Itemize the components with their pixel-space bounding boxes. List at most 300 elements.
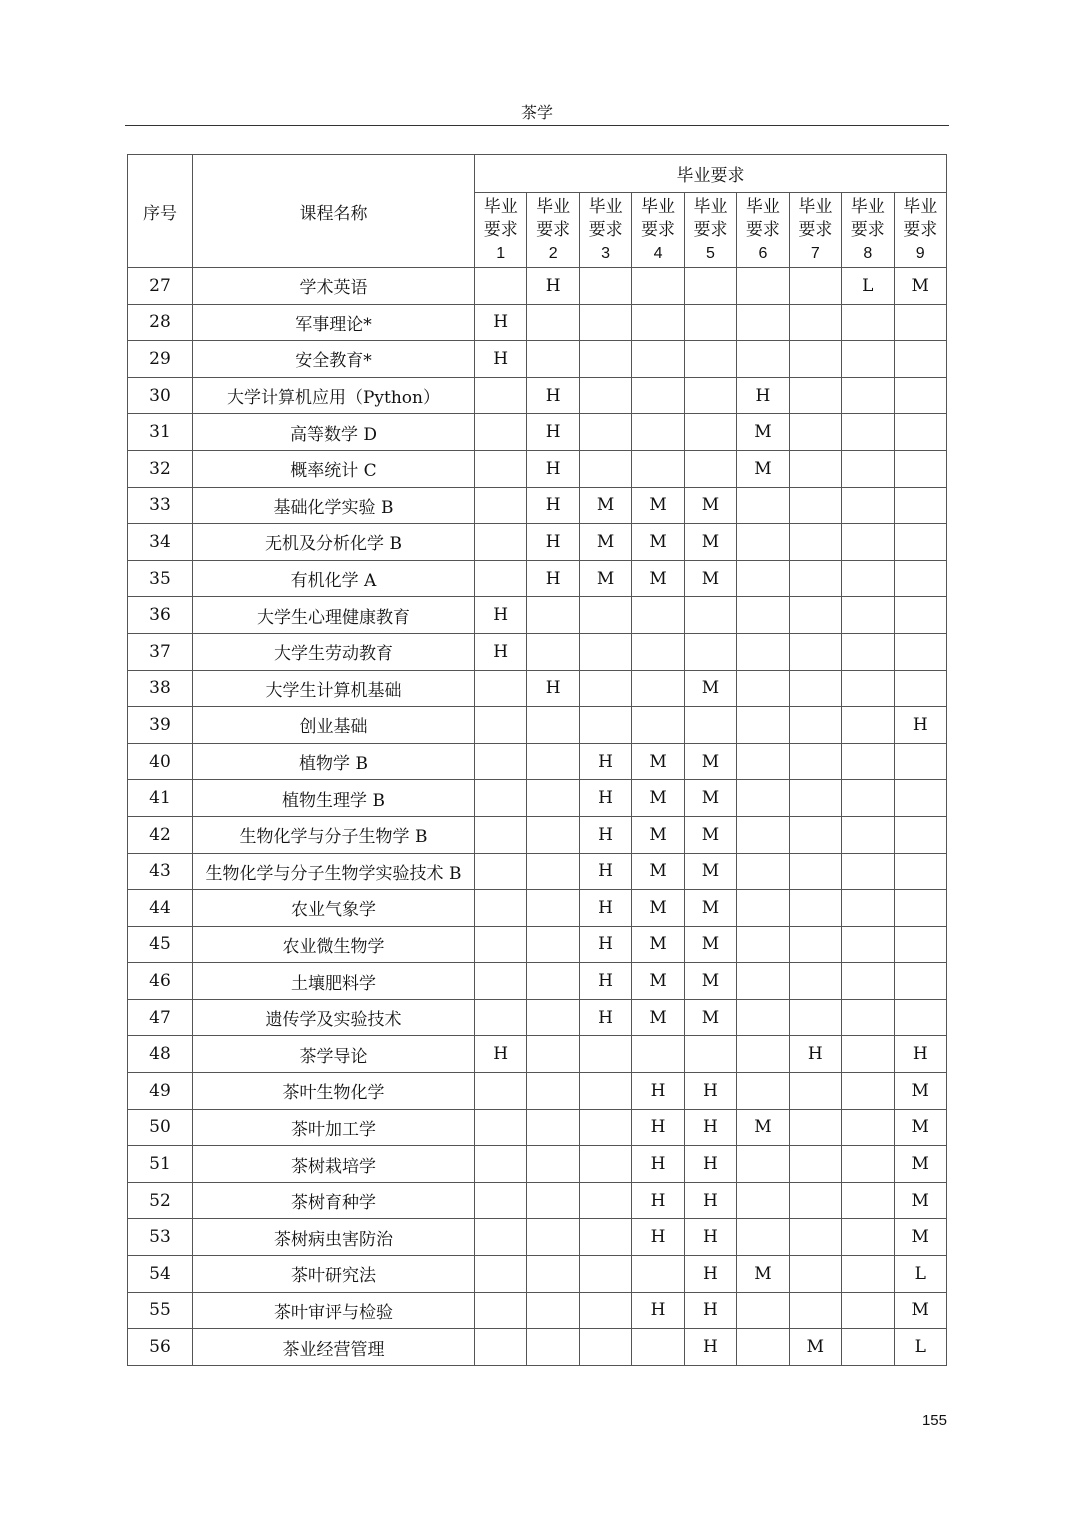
requirement-4-support-cell: M (632, 524, 684, 561)
row-course-name: 创业基础 (193, 707, 475, 744)
requirement-3-support-cell (579, 1292, 631, 1329)
requirement-header-line1: 毕业 (693, 196, 728, 217)
col-header-requirement-8 (842, 193, 894, 268)
requirement-3-support-cell (579, 1256, 631, 1293)
requirement-9-support-cell (894, 377, 947, 414)
col-header-requirement-3 (579, 193, 631, 268)
requirement-1-support-cell (475, 1182, 527, 1219)
row-seq-number: 36 (128, 597, 193, 634)
requirement-9-support-cell (894, 450, 947, 487)
requirement-5-support-cell: H (684, 1109, 736, 1146)
requirement-2-support-cell: H (527, 670, 579, 707)
row-course-name: 茶业经营管理 (193, 1329, 475, 1366)
table-row (128, 926, 947, 963)
table-row (128, 1219, 947, 1256)
requirement-5-support-cell (684, 304, 736, 341)
row-seq-number: 48 (128, 1036, 193, 1073)
table-row (128, 1256, 947, 1293)
requirement-9-support-cell (894, 487, 947, 524)
requirement-header-line1: 毕业 (483, 196, 518, 217)
requirement-7-support-cell (789, 560, 841, 597)
requirement-4-support-cell: M (632, 890, 684, 927)
row-seq-number: 39 (128, 707, 193, 744)
requirement-header-line2: 要求 (588, 219, 623, 240)
requirement-2-support-cell: H (527, 560, 579, 597)
requirement-7-support-cell: H (789, 1036, 841, 1073)
requirement-8-support-cell (842, 670, 894, 707)
requirement-header-line2: 要求 (850, 219, 885, 240)
requirement-8-support-cell (842, 707, 894, 744)
row-seq-number: 50 (128, 1109, 193, 1146)
table-header-row-top (128, 155, 947, 193)
row-seq-number: 28 (128, 304, 193, 341)
requirement-6-support-cell (737, 1329, 789, 1366)
requirement-5-support-cell: M (684, 890, 736, 927)
table-row (128, 377, 947, 414)
requirement-header-number: 2 (548, 244, 558, 262)
requirement-6-support-cell: M (737, 1109, 789, 1146)
requirement-3-support-cell (579, 1073, 631, 1110)
requirement-1-support-cell (475, 963, 527, 1000)
row-seq-number: 37 (128, 633, 193, 670)
requirement-3-support-cell: H (579, 743, 631, 780)
requirement-6-support-cell (737, 853, 789, 890)
requirement-header-line2: 要求 (798, 219, 833, 240)
table-row (128, 1182, 947, 1219)
requirement-5-support-cell: M (684, 560, 736, 597)
requirement-7-support-cell (789, 633, 841, 670)
requirement-4-support-cell: H (632, 1109, 684, 1146)
row-course-name: 概率统计 C (193, 450, 475, 487)
row-course-name: 大学计算机应用（Python） (193, 377, 475, 414)
row-seq-number: 49 (128, 1073, 193, 1110)
requirement-4-support-cell (632, 304, 684, 341)
requirement-1-support-cell (475, 1292, 527, 1329)
requirement-9-support-cell (894, 670, 947, 707)
table-row (128, 1073, 947, 1110)
row-course-name: 茶树病虫害防治 (193, 1219, 475, 1256)
requirement-9-support-cell (894, 926, 947, 963)
requirement-9-support-cell (894, 963, 947, 1000)
requirement-2-support-cell: H (527, 268, 579, 305)
requirement-header-line2: 要求 (483, 219, 518, 240)
requirement-1-support-cell (475, 816, 527, 853)
row-course-name: 无机及分析化学 B (193, 524, 475, 561)
row-seq-number: 55 (128, 1292, 193, 1329)
graduation-requirement-matrix (127, 154, 947, 1366)
requirement-1-support-cell (475, 670, 527, 707)
row-course-name: 遗传学及实验技术 (193, 999, 475, 1036)
requirement-7-support-cell (789, 743, 841, 780)
requirement-7-support-cell (789, 926, 841, 963)
requirement-2-support-cell (527, 890, 579, 927)
requirement-3-support-cell (579, 341, 631, 378)
requirement-1-support-cell: H (475, 597, 527, 634)
requirement-6-support-cell (737, 304, 789, 341)
requirement-4-support-cell (632, 597, 684, 634)
requirement-header-line1: 毕业 (798, 196, 833, 217)
requirement-4-support-cell (632, 707, 684, 744)
requirement-6-support-cell (737, 743, 789, 780)
requirement-9-support-cell: M (894, 1292, 947, 1329)
requirement-header-number: 4 (653, 244, 663, 262)
table-row (128, 890, 947, 927)
row-course-name: 茶树栽培学 (193, 1146, 475, 1183)
row-seq-number: 32 (128, 450, 193, 487)
row-course-name: 茶叶审评与检验 (193, 1292, 475, 1329)
requirement-header-line2: 要求 (536, 219, 571, 240)
col-header-requirement-5 (684, 193, 736, 268)
requirement-2-support-cell (527, 743, 579, 780)
requirement-9-support-cell (894, 890, 947, 927)
row-seq-number: 45 (128, 926, 193, 963)
requirement-2-support-cell (527, 926, 579, 963)
requirement-8-support-cell (842, 1219, 894, 1256)
requirement-8-support-cell (842, 304, 894, 341)
table-row (128, 1146, 947, 1183)
requirement-8-support-cell (842, 633, 894, 670)
requirement-2-support-cell (527, 1292, 579, 1329)
requirement-header-number: 7 (810, 244, 820, 262)
requirement-header-line1: 毕业 (536, 196, 571, 217)
requirement-3-support-cell (579, 414, 631, 451)
row-course-name: 土壤肥料学 (193, 963, 475, 1000)
requirement-4-support-cell (632, 1036, 684, 1073)
requirement-8-support-cell (842, 524, 894, 561)
requirement-8-support-cell (842, 816, 894, 853)
requirement-3-support-cell: H (579, 926, 631, 963)
table-row (128, 853, 947, 890)
table-row (128, 963, 947, 1000)
requirement-1-support-cell (475, 743, 527, 780)
requirement-7-support-cell (789, 999, 841, 1036)
requirement-1-support-cell (475, 780, 527, 817)
requirement-8-support-cell (842, 1256, 894, 1293)
table-row (128, 524, 947, 561)
requirement-2-support-cell: H (527, 524, 579, 561)
requirement-7-support-cell (789, 707, 841, 744)
requirement-8-support-cell (842, 1182, 894, 1219)
requirement-4-support-cell (632, 377, 684, 414)
requirement-6-support-cell (737, 707, 789, 744)
running-head: 茶学 (520, 103, 553, 122)
requirement-header-number: 1 (496, 244, 506, 262)
requirement-header-line2: 要求 (745, 219, 780, 240)
requirement-1-support-cell (475, 999, 527, 1036)
requirement-9-support-cell: H (894, 707, 947, 744)
table-row (128, 816, 947, 853)
requirement-9-support-cell: H (894, 1036, 947, 1073)
table-row (128, 414, 947, 451)
requirement-1-support-cell (475, 487, 527, 524)
table-row (128, 780, 947, 817)
requirement-6-support-cell (737, 524, 789, 561)
requirement-8-support-cell (842, 853, 894, 890)
requirement-3-support-cell (579, 377, 631, 414)
row-course-name: 大学生心理健康教育 (193, 597, 475, 634)
requirement-header-line2: 要求 (641, 219, 676, 240)
requirement-8-support-cell (842, 926, 894, 963)
requirement-header-number: 6 (758, 244, 768, 262)
requirement-5-support-cell (684, 707, 736, 744)
requirement-9-support-cell (894, 304, 947, 341)
requirement-4-support-cell (632, 633, 684, 670)
row-course-name: 茶叶研究法 (193, 1256, 475, 1293)
row-seq-number: 35 (128, 560, 193, 597)
requirement-1-support-cell (475, 1219, 527, 1256)
requirement-5-support-cell: H (684, 1329, 736, 1366)
requirement-4-support-cell: H (632, 1073, 684, 1110)
table-row (128, 999, 947, 1036)
requirement-9-support-cell: M (894, 268, 947, 305)
requirement-3-support-cell (579, 1036, 631, 1073)
requirement-4-support-cell: M (632, 780, 684, 817)
requirement-5-support-cell: M (684, 670, 736, 707)
requirement-8-support-cell (842, 1146, 894, 1183)
requirement-2-support-cell (527, 341, 579, 378)
requirement-3-support-cell: H (579, 999, 631, 1036)
col-header-requirement-9 (894, 193, 947, 268)
row-course-name: 高等数学 D (193, 414, 475, 451)
requirement-6-support-cell: H (737, 377, 789, 414)
requirement-2-support-cell (527, 1256, 579, 1293)
requirement-3-support-cell (579, 268, 631, 305)
col-header-requirement-2 (527, 193, 579, 268)
row-course-name: 基础化学实验 B (193, 487, 475, 524)
requirement-3-support-cell (579, 597, 631, 634)
requirement-7-support-cell (789, 414, 841, 451)
requirement-3-support-cell (579, 450, 631, 487)
requirement-3-support-cell: M (579, 560, 631, 597)
requirement-2-support-cell (527, 304, 579, 341)
table-body (128, 268, 947, 1366)
requirement-5-support-cell: H (684, 1292, 736, 1329)
row-seq-number: 34 (128, 524, 193, 561)
requirement-2-support-cell (527, 1036, 579, 1073)
requirement-5-support-cell: M (684, 487, 736, 524)
row-seq-number: 30 (128, 377, 193, 414)
requirement-4-support-cell: H (632, 1219, 684, 1256)
row-course-name: 安全教育* (193, 341, 475, 378)
requirement-5-support-cell: M (684, 926, 736, 963)
requirement-8-support-cell (842, 963, 894, 1000)
row-course-name: 农业微生物学 (193, 926, 475, 963)
requirement-4-support-cell (632, 1256, 684, 1293)
requirement-7-support-cell (789, 1109, 841, 1146)
row-seq-number: 29 (128, 341, 193, 378)
requirement-1-support-cell: H (475, 1036, 527, 1073)
row-course-name: 大学生劳动教育 (193, 633, 475, 670)
requirement-3-support-cell: H (579, 890, 631, 927)
requirement-5-support-cell: M (684, 524, 736, 561)
col-header-course-name: 课程名称 (193, 155, 475, 268)
requirement-7-support-cell (789, 597, 841, 634)
table-row (128, 560, 947, 597)
requirement-8-support-cell (842, 1036, 894, 1073)
requirement-6-support-cell (737, 963, 789, 1000)
requirement-4-support-cell: M (632, 560, 684, 597)
row-course-name: 植物学 B (193, 743, 475, 780)
table-row (128, 597, 947, 634)
requirement-1-support-cell (475, 1109, 527, 1146)
requirement-5-support-cell: M (684, 816, 736, 853)
requirement-6-support-cell (737, 597, 789, 634)
requirement-1-support-cell (475, 1073, 527, 1110)
requirement-1-support-cell (475, 414, 527, 451)
requirement-3-support-cell: H (579, 853, 631, 890)
requirement-header-number: 3 (601, 244, 611, 262)
requirement-4-support-cell: H (632, 1182, 684, 1219)
requirement-8-support-cell (842, 487, 894, 524)
requirement-1-support-cell (475, 890, 527, 927)
requirement-8-support-cell (842, 377, 894, 414)
requirement-1-support-cell (475, 1329, 527, 1366)
row-course-name: 茶树育种学 (193, 1182, 475, 1219)
col-header-seq: 序号 (128, 155, 193, 268)
requirement-3-support-cell (579, 1182, 631, 1219)
requirement-9-support-cell: L (894, 1329, 947, 1366)
requirement-5-support-cell: H (684, 1146, 736, 1183)
requirement-7-support-cell (789, 450, 841, 487)
requirement-1-support-cell (475, 268, 527, 305)
requirement-9-support-cell (894, 853, 947, 890)
requirement-2-support-cell: H (527, 414, 579, 451)
requirement-8-support-cell (842, 450, 894, 487)
requirement-2-support-cell (527, 816, 579, 853)
requirement-6-support-cell (737, 1219, 789, 1256)
requirement-2-support-cell (527, 1182, 579, 1219)
requirement-8-support-cell (842, 560, 894, 597)
requirement-4-support-cell (632, 450, 684, 487)
requirement-7-support-cell (789, 853, 841, 890)
requirement-9-support-cell (894, 743, 947, 780)
row-seq-number: 51 (128, 1146, 193, 1183)
requirement-7-support-cell (789, 1073, 841, 1110)
table-header (128, 155, 947, 268)
row-course-name: 有机化学 A (193, 560, 475, 597)
requirement-7-support-cell (789, 268, 841, 305)
requirement-7-support-cell (789, 890, 841, 927)
table-row (128, 1292, 947, 1329)
requirement-7-support-cell (789, 1146, 841, 1183)
requirement-6-support-cell (737, 816, 789, 853)
table-row (128, 1329, 947, 1366)
requirement-7-support-cell (789, 963, 841, 1000)
row-course-name: 生物化学与分子生物学 B (193, 816, 475, 853)
requirement-6-support-cell: M (737, 1256, 789, 1293)
requirement-1-support-cell (475, 853, 527, 890)
row-course-name: 生物化学与分子生物学实验技术 B (193, 853, 475, 890)
requirement-2-support-cell (527, 707, 579, 744)
requirement-3-support-cell: H (579, 816, 631, 853)
table-row (128, 1036, 947, 1073)
requirement-9-support-cell (894, 780, 947, 817)
requirement-5-support-cell: H (684, 1182, 736, 1219)
requirement-4-support-cell: M (632, 999, 684, 1036)
requirement-4-support-cell: M (632, 853, 684, 890)
requirement-header-number: 9 (915, 244, 925, 262)
requirement-2-support-cell (527, 963, 579, 1000)
col-header-requirements-group: 毕业要求 (475, 155, 947, 193)
table-row (128, 487, 947, 524)
requirement-8-support-cell (842, 890, 894, 927)
col-header-requirement-4 (632, 193, 684, 268)
requirement-3-support-cell: M (579, 487, 631, 524)
requirement-5-support-cell: H (684, 1219, 736, 1256)
requirement-3-support-cell: M (579, 524, 631, 561)
requirement-4-support-cell: M (632, 963, 684, 1000)
requirement-2-support-cell (527, 999, 579, 1036)
requirement-header-line1: 毕业 (745, 196, 780, 217)
requirement-header-line1: 毕业 (641, 196, 676, 217)
requirement-7-support-cell (789, 780, 841, 817)
row-course-name: 军事理论* (193, 304, 475, 341)
requirement-2-support-cell (527, 1146, 579, 1183)
row-seq-number: 40 (128, 743, 193, 780)
requirement-5-support-cell: H (684, 1256, 736, 1293)
row-seq-number: 52 (128, 1182, 193, 1219)
requirement-8-support-cell (842, 780, 894, 817)
requirement-2-support-cell (527, 780, 579, 817)
row-seq-number: 53 (128, 1219, 193, 1256)
requirement-6-support-cell (737, 999, 789, 1036)
page-number: 155 (921, 1412, 947, 1429)
row-seq-number: 38 (128, 670, 193, 707)
requirement-6-support-cell (737, 1146, 789, 1183)
row-seq-number: 46 (128, 963, 193, 1000)
requirement-9-support-cell (894, 560, 947, 597)
requirement-8-support-cell (842, 341, 894, 378)
requirement-6-support-cell (737, 1292, 789, 1329)
row-course-name: 茶叶加工学 (193, 1109, 475, 1146)
requirement-6-support-cell (737, 890, 789, 927)
row-seq-number: 42 (128, 816, 193, 853)
row-seq-number: 43 (128, 853, 193, 890)
requirement-1-support-cell (475, 926, 527, 963)
requirement-8-support-cell: L (842, 268, 894, 305)
requirement-3-support-cell (579, 1219, 631, 1256)
row-seq-number: 41 (128, 780, 193, 817)
requirement-8-support-cell (842, 414, 894, 451)
requirement-1-support-cell: H (475, 304, 527, 341)
requirement-6-support-cell: M (737, 414, 789, 451)
requirement-8-support-cell (842, 743, 894, 780)
requirement-3-support-cell: H (579, 963, 631, 1000)
col-header-requirement-6 (737, 193, 789, 268)
requirement-2-support-cell (527, 1109, 579, 1146)
row-course-name: 茶叶生物化学 (193, 1073, 475, 1110)
table-row (128, 743, 947, 780)
row-course-name: 植物生理学 B (193, 780, 475, 817)
requirement-header-line1: 毕业 (850, 196, 885, 217)
requirement-2-support-cell (527, 633, 579, 670)
requirement-4-support-cell: H (632, 1292, 684, 1329)
requirement-2-support-cell (527, 1219, 579, 1256)
requirement-5-support-cell (684, 268, 736, 305)
requirement-1-support-cell (475, 1146, 527, 1183)
requirement-8-support-cell (842, 1329, 894, 1366)
requirement-6-support-cell (737, 341, 789, 378)
requirement-9-support-cell: M (894, 1073, 947, 1110)
requirement-9-support-cell: M (894, 1146, 947, 1183)
requirement-6-support-cell (737, 926, 789, 963)
requirement-header-line2: 要求 (903, 219, 938, 240)
row-seq-number: 44 (128, 890, 193, 927)
requirement-6-support-cell (737, 633, 789, 670)
requirement-7-support-cell: M (789, 1329, 841, 1366)
requirement-9-support-cell (894, 816, 947, 853)
requirement-9-support-cell (894, 597, 947, 634)
